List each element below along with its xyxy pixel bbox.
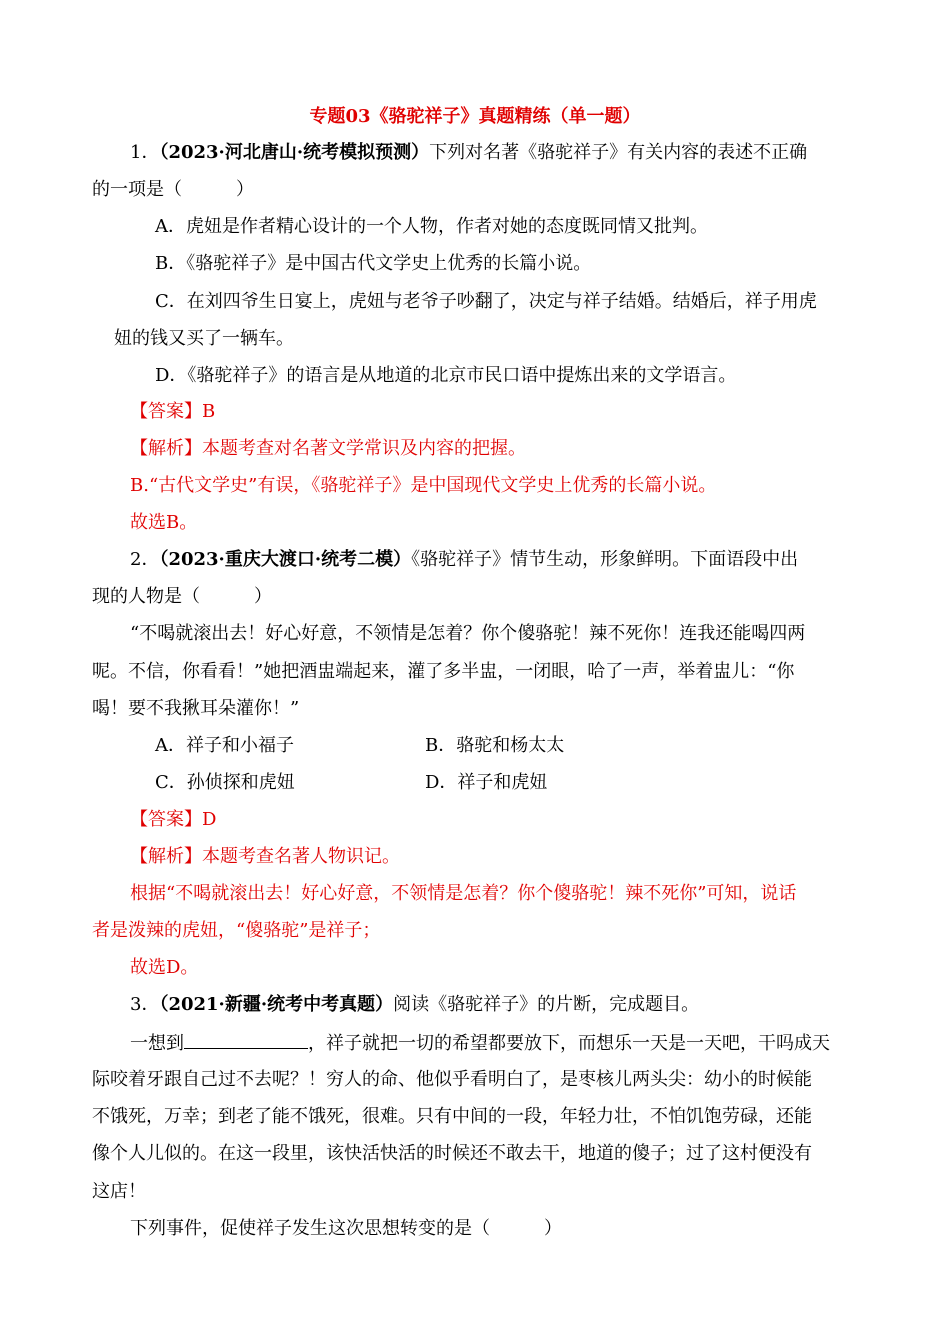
q1-analysis	[130, 437, 526, 461]
q1-number: 1．	[130, 142, 160, 163]
q3-passage-rest: ，祥子就把一切的希望都要放下，而想乐一天是一天吧，干吗成天	[308, 1033, 830, 1054]
q2-answer-label: 【答案】	[130, 809, 202, 830]
q1-option-c-line1: C．在刘四爷生日宴上，虎妞与老爷子吵翻了，决定与祥子结婚。结婚后，祥子用虎	[155, 291, 817, 312]
q2-answer	[130, 808, 216, 832]
q3-source: （2021·新疆·统考中考真题）	[159, 994, 394, 1015]
q1-answer	[130, 400, 215, 424]
q2-passage-line2: 呢。不信，你看看！”她把酒盅端起来，灌了多半盅，一闭眼，哈了一声，举着盅儿：“你	[92, 661, 795, 682]
q1-analysis-label: 【解析】	[130, 438, 202, 459]
q1-analysis2: B.“古代文学史”有误，《骆驼祥子》是中国现代文学史上优秀的长篇小说。	[130, 475, 717, 496]
q3-passage-line2: 际咬着牙跟自己过不去呢？！穷人的命、他似乎看明白了，是枣核儿两头尖：幼小的时候能	[92, 1069, 812, 1090]
q1-option-d: D．《骆驼祥子》的语言是从地道的北京市民口语中提炼出来的文学语言。	[155, 365, 737, 386]
q3-stem-line	[130, 993, 699, 1017]
q1-analysis-text: 本题考查对名著文学常识及内容的把握。	[202, 438, 526, 459]
q3-passage-line5: 这店！	[92, 1181, 146, 1202]
q3-number: 3．	[130, 994, 160, 1015]
q1-stem-line1	[130, 141, 807, 165]
q1-stem: 下列对名著《骆驼祥子》有关内容的表述不正确	[429, 142, 808, 163]
q1-source: （2023·河北唐山·统考模拟预测）	[159, 142, 430, 163]
q2-option-a: A．祥子和小福子	[155, 735, 294, 756]
q1-option-b: B．《骆驼祥子》是中国古代文学史上优秀的长篇小说。	[155, 253, 592, 274]
q2-analysis2-line1: 根据“不喝就滚出去！好心好意，不领情是怎着？你个傻骆驼！辣不死你”可知，说话	[130, 883, 797, 904]
q2-passage-line1: “不喝就滚出去！好心好意，不领情是怎着？你个傻骆驼！辣不死你！连我还能喝四两	[130, 623, 806, 644]
q1-answer-label: 【答案】	[130, 401, 202, 422]
q2-answer-value: D	[202, 809, 217, 830]
q3-passage-line1	[130, 1030, 830, 1056]
q3-stem: 阅读《骆驼祥子》的片断，完成题目。	[393, 994, 700, 1015]
q2-option-d: D．祥子和虎妞	[425, 772, 548, 793]
q1-option-c-line2: 妞的钱又买了一辆车。	[114, 328, 294, 349]
q2-conclusion: 故选D。	[130, 957, 199, 978]
q2-passage-line3: 喝！要不我揪耳朵灌你！”	[92, 698, 300, 719]
q1-answer-value: B	[202, 401, 216, 422]
q2-source: （2023·重庆大渡口·统考二模）	[159, 549, 412, 570]
q1-stem-line2: 的一项是（ ）	[92, 179, 254, 200]
q2-option-c: C．孙侦探和虎妞	[155, 772, 295, 793]
fill-in-blank	[184, 1030, 308, 1049]
q2-number: 2．	[130, 549, 160, 570]
page-title: 专题03《骆驼祥子》真题精练（单一题）	[309, 106, 641, 127]
q3-passage-line3: 不饿死，万幸；到老了能不饿死，很难。只有中间的一段，年轻力壮，不怕饥饱劳碌，还能	[92, 1106, 812, 1127]
q2-option-b: B．骆驼和杨太太	[425, 735, 565, 756]
q3-passage-line4: 像个人儿似的。在这一段里，该快活快活的时候还不敢去干，地道的傻子；过了这村便没有	[92, 1143, 812, 1164]
q2-analysis2-line2: 者是泼辣的虎妞，“傻骆驼”是祥子；	[92, 920, 381, 941]
q2-analysis	[130, 845, 400, 869]
q3-passage-prefix: 一想到	[130, 1033, 184, 1054]
q1-option-a: A．虎妞是作者精心设计的一个人物，作者对她的态度既同情又批判。	[155, 216, 708, 237]
q2-stem-line2: 现的人物是（ ）	[92, 586, 272, 607]
q2-analysis-text: 本题考查名著人物识记。	[202, 846, 400, 867]
q3-question: 下列事件，促使祥子发生这次思想转变的是（ ）	[130, 1218, 562, 1239]
q2-analysis-label: 【解析】	[130, 846, 202, 867]
q2-stem-line1	[130, 548, 798, 572]
q2-stem: 《骆驼祥子》情节生动，形象鲜明。下面语段中出	[411, 549, 799, 570]
q1-conclusion: 故选B。	[130, 512, 198, 533]
